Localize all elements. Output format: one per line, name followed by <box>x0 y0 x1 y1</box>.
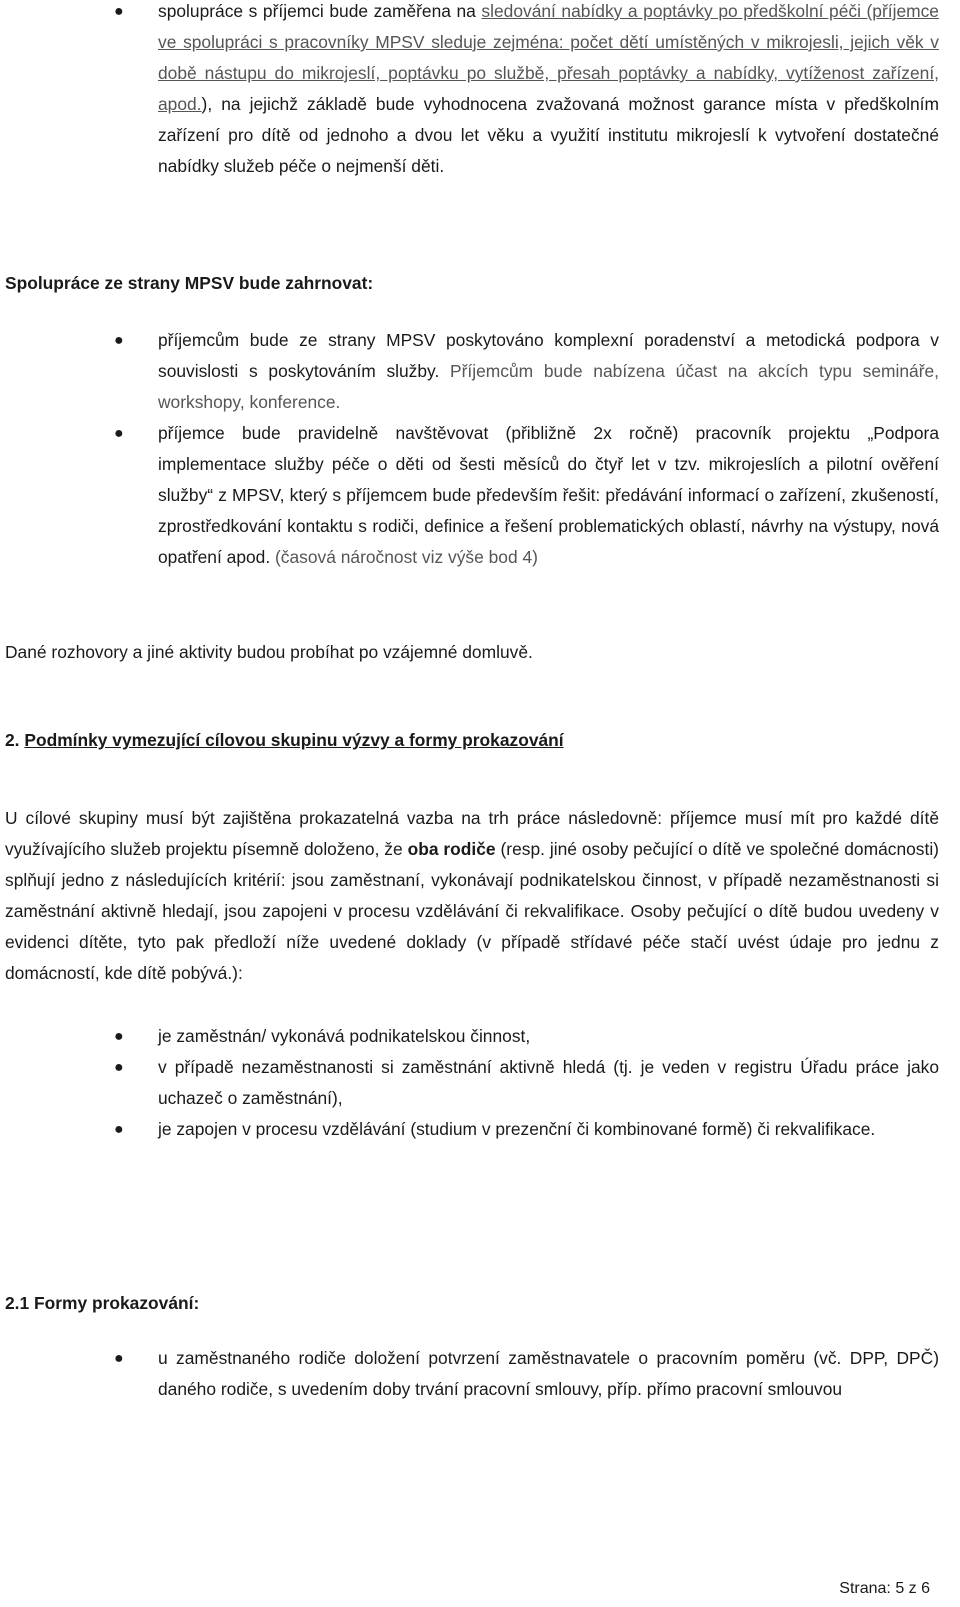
page-number: Strana: 5 z 6 <box>839 1580 930 1597</box>
bullet-icon: ● <box>114 1028 124 1045</box>
bullet-icon: ● <box>114 425 124 442</box>
list-item <box>5 1343 939 1405</box>
list-item-text: ), na jejichž základě bude vyhodnocena zvažovaná možnost garance místa v předškolním zařízení pro dítě od jednoho a dvou let věku a využití institutu mikrojeslí k vytvoření dostatečné nabídky služeb péče o nejmenší děti. <box>158 94 939 176</box>
paragraph-text: (resp. jiné osoby pečující o dítě ve společné domácnosti) splňují jedno z následujících kritérií: jsou zaměstnaní, vykonávají podnikatelskou činnost, v případě nezaměstnanosti si zaměstnání aktivně hledají, jsou zapojeni v procesu vzdělávání či rekvalifikace. Osoby pečující o dítě budou uvedeny v evidenci dítěte, tyto pak předloží níže uvedené doklady (v případě střídavé péče stačí uvést údaje pro jednu z domácností, kde dítě pobývá.): <box>5 839 939 983</box>
section-number: 2. <box>5 730 20 750</box>
list-item <box>5 325 939 418</box>
list-item-text: příjemce bude pravidelně navštěvovat (přibližně 2x ročně) pracovník projektu „Podpora implementace služby péče o děti od šesti měsíců do čtyř let v tzv. mikrojeslích a pilotní ověření služby“ z MPSV, který s příjemcem bude především řešit: předávání informací o zařízení, zkušeností, zprostředkování kontaktu s rodiči, definice a řešení problematických oblastí, návrhy na výstupy, nová opatření apod. <box>158 423 939 567</box>
bullet-icon: ● <box>114 3 124 20</box>
section-2-heading <box>5 725 939 756</box>
section-title: Podmínky vymezující cílovou skupinu výzvy a formy prokazování <box>24 730 564 750</box>
section-heading: Spolupráce ze strany MPSV bude zahrnovat: <box>5 273 374 293</box>
proof-forms-list <box>5 1343 939 1405</box>
list-item <box>5 1052 939 1114</box>
list-item <box>5 418 939 573</box>
bold-text: oba rodiče <box>407 839 496 859</box>
list-item-text: spolupráce s příjemci bude zaměřena na <box>158 1 482 21</box>
list-item-text: je zapojen v procesu vzdělávání (studium v prezenční či kombinované formě) či rekvalifikace. <box>158 1119 876 1139</box>
bullet-icon: ● <box>114 1350 124 1367</box>
list-item-text: Příjemcům bude nabízena účast na akcích typu semináře, workshopy, konference. <box>158 361 939 412</box>
list-item-text: je zaměstnán/ vykonává podnikatelskou činnost, <box>158 1026 531 1046</box>
list-item-text: u zaměstnaného rodiče doložení potvrzení zaměstnavatele o pracovním poměru (vč. DPP, DPČ) daného rodiče, s uvedením doby trvání pracovní smlouvy, příp. přímo pracovní smlouvou <box>158 1348 939 1399</box>
bullet-icon: ● <box>114 332 124 349</box>
section-2-paragraph <box>5 803 939 989</box>
paragraph-text: U cílové skupiny musí být zajištěna prokazatelná vazba na trh práce následovně: příjemce musí mít pro každé dítě využívajícího služeb projektu písemně doloženo, že <box>5 808 939 859</box>
cooperation-list <box>5 0 939 182</box>
underlined-text: sledování nabídky a poptávky po předškolní péči (příjemce ve spolupráci s pracovníky MPSV sleduje zejména: počet dětí umístěných v mikrojesli, jejich věk v době nástupu do mikrojeslí, poptávku po službě, přesah poptávky a nabídky, vytíženost zařízení, apod. <box>158 1 939 114</box>
list-item <box>5 1021 939 1052</box>
list-item <box>5 0 939 182</box>
criteria-list <box>5 1021 939 1145</box>
list-item-text: (časová náročnost viz výše bod 4) <box>275 547 538 567</box>
bullet-icon: ● <box>114 1059 124 1076</box>
list-item <box>5 1114 939 1145</box>
bullet-icon: ● <box>114 1121 124 1138</box>
section-2-1-heading: 2.1 Formy prokazování: <box>5 1293 200 1313</box>
list-item-text: v případě nezaměstnanosti si zaměstnání aktivně hledá (tj. je veden v registru Úřadu práce jako uchazeč o zaměstnání), <box>158 1057 939 1108</box>
list-item-text: příjemcům bude ze strany MPSV poskytováno komplexní poradenství a metodická podpora v souvislosti s poskytováním služby. <box>158 330 939 381</box>
mpsv-list <box>5 325 939 573</box>
closing-text: Dané rozhovory a jiné aktivity budou probíhat po vzájemné domluvě. <box>5 642 533 662</box>
